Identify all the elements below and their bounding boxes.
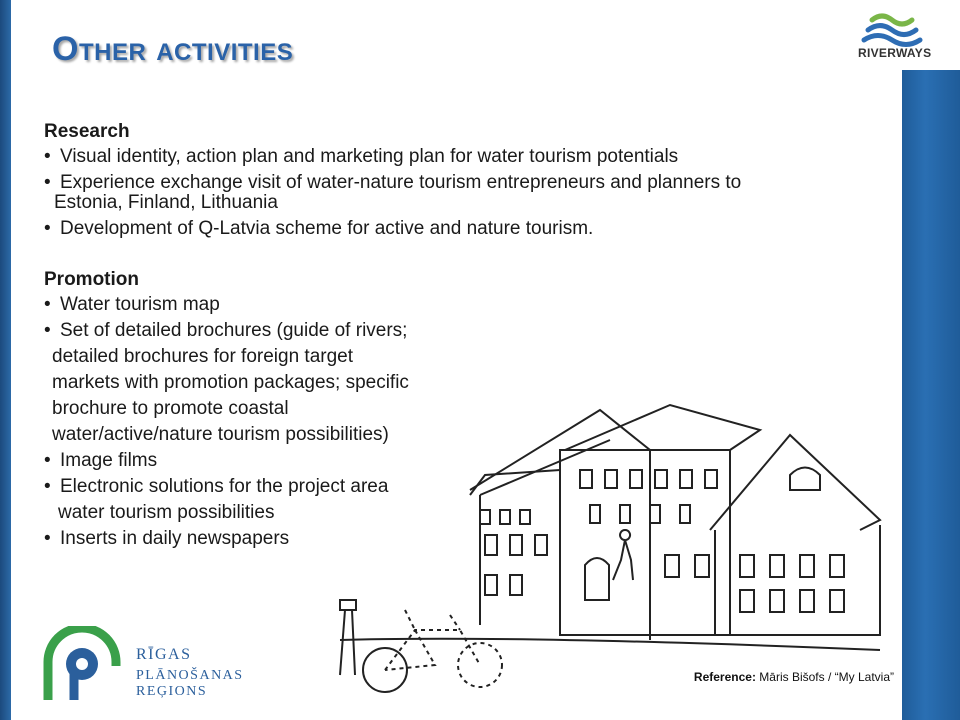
promotion-item-4-line: water tourism possibilities xyxy=(58,502,275,523)
town-sketch-illustration xyxy=(320,380,890,700)
riverways-wordmark: RIVERWAYS xyxy=(858,46,932,60)
slide-title: Other activities xyxy=(52,30,294,68)
rigas-wordmark-line1: RĪGAS xyxy=(136,646,192,663)
promotion-item-3: • Image films xyxy=(44,450,158,471)
right-accent-bar xyxy=(902,70,960,720)
research-item-1: • Visual identity, action plan and marketing plan for water tourism potentials xyxy=(44,146,679,167)
promotion-item-2-line: markets with promotion packages; specific xyxy=(52,372,409,393)
promotion-item-2-line: detailed brochures for foreign target xyxy=(52,346,354,367)
promotion-item-4: • Electronic solutions for the project area xyxy=(44,476,389,497)
rigas-planning-region-logo xyxy=(40,626,300,704)
reference-credit xyxy=(694,670,894,684)
research-item-3: • Development of Q-Latvia scheme for active and nature tourism. xyxy=(44,218,594,239)
reference-text: Māris Bišofs / “My Latvia” xyxy=(759,670,894,684)
rpr-emblem-icon xyxy=(40,626,124,704)
riverways-logo xyxy=(854,8,954,68)
promotion-item-2: • Set of detailed brochures (guide of rivers; xyxy=(44,320,408,341)
promotion-heading: Promotion xyxy=(44,269,139,290)
promotion-item-5: • Inserts in daily newspapers xyxy=(44,528,290,549)
research-heading: Research xyxy=(44,121,130,142)
promotion-item-2-line: water/active/nature tourism possibilities) xyxy=(52,424,389,445)
rigas-wordmark-line2: PLĀNOŠANAS REĢIONS xyxy=(136,668,244,699)
research-item-2: • Experience exchange visit of water-nature tourism entrepreneurs and planners to Estonia, Finland, Lithuania xyxy=(44,172,742,213)
reference-label: Reference: xyxy=(693,670,756,684)
left-accent-bar xyxy=(0,0,11,720)
promotion-item-1: • Water tourism map xyxy=(44,294,220,315)
wave-icon xyxy=(854,8,954,48)
promotion-item-2-line: brochure to promote coastal xyxy=(52,398,289,419)
